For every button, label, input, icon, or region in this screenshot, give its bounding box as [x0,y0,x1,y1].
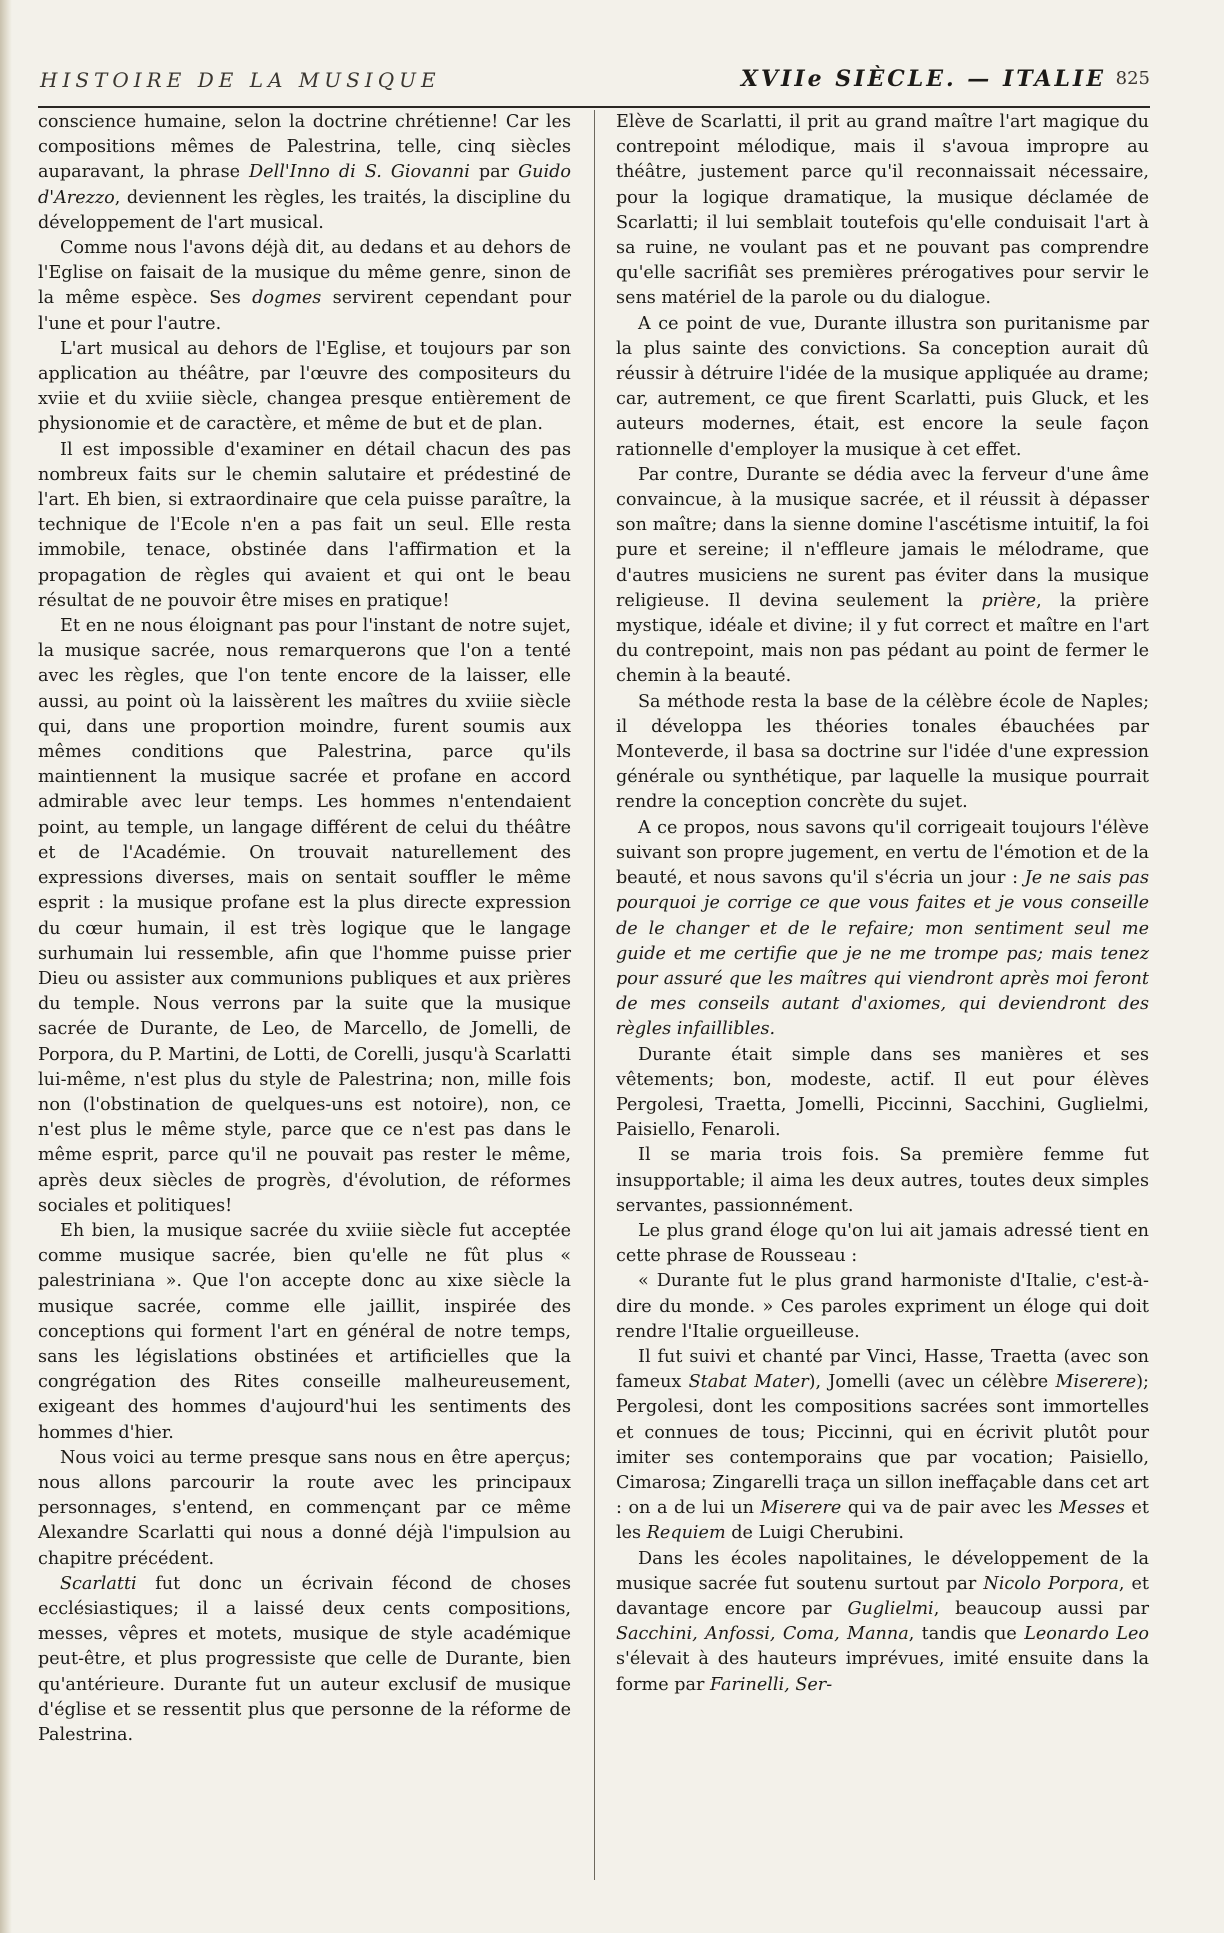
text-run: Nous voici au terme presque sans nous en être aperçus; nous allons parcourir la route avec les principaux personnages, s'entend, en commençant par ce même Alexandre Scarlatti qui nous a donné déjà l'impulsion au chapitre précédent. [38,1447,571,1569]
text-run: Elève de Scarlatti, il prit au grand maître l'art magique du contrepoint mélodique, mais il s'avoua impropre au théâtre, justement parce qu'il reconnaissait nécessaire, pour la logique dramatique, la musique déclamée de Scarlatti; il lui semblait toutefois qu'elle conduisait l'art à sa ruine, ne voulant pas et ne pouvant pas comprendre qu'elle sacrifiât ses premières prérogatives pour servir le sens matériel de la parole ou du dialogue. [616,112,1149,309]
text-run: A ce propos, nous savons qu'il corrigeait toujours l'élève suivant son propre jugement, en vertu de l'émotion et de la beauté, et nous savons qu'il s'écria un jour : [616,817,1149,889]
paragraph [38,110,571,236]
paragraph [616,816,1149,1043]
paragraph [38,1446,571,1572]
paragraph [38,614,571,1219]
italic-text: Nicolo Porpora [983,1573,1119,1594]
paragraph [616,690,1149,816]
book-page [38,62,1150,1892]
text-run: « Durante fut le plus grand harmoniste d'Italie, c'est-à-dire du monde. » Ces paroles expriment un éloge qui doit rendre l'Italie orgueilleuse. [616,1271,1149,1342]
italic-text: Farinelli, Ser- [709,1674,833,1695]
paragraph [616,110,1149,312]
left-column [38,110,571,1748]
paragraph [38,337,571,438]
italic-text: Miserere [760,1498,842,1519]
text-run: et les [616,1498,1149,1544]
column-divider [594,110,595,1880]
text-run: Et en ne nous éloignant pas pour l'instant de notre sujet, la musique sacrée, nous remarquerons que l'on a tenté avec les règles, que l'on tente encore de la laisser, elle aussi, au point où la laissèrent les maîtres du xviiie siècle qui, dans une proportion moindre, furent soumis aux mêmes conditions que Palestrina, parce qu'ils maintiennent la musique sacrée et profane en accord admirable avec leur temps. Les hommes n'entendaient point, au temple, un langage différent de celui du théâtre et de l'Académie. On trouvait naturellement des expressions diverses, mais on sentait souffler le même esprit : la musique profane est la plus directe expression du cœur humain, il est très logique que le langage surhumain lui ressemble, afin que l'homme puisse prier Dieu ou assister aux communions publiques et aux prières du temple. Nous verrons par la suite que la musique sacrée de Durante, de Leo, de Marcello, de Jomelli, de Porpora, du P. Martini, de Lotti, de Corelli, jusqu'à Scarlatti lui-même, n'est plus du style de Palestrina; non, mille fois non (l'obstination de quelques-uns est notoire), non, ce n'est plus le même style, parce que ce n'est pas dans le même esprit, parce qu'il ne pouvait pas rester le même, après deux siècles de progrès, d'évolution, de réformes sociales et politiques! [38,616,571,1216]
text-run: Il fut suivi et chanté par Vinci, Hasse, Traetta (avec son fameux [616,1346,1149,1393]
text-run: par [469,162,519,183]
header-book-title: HISTOIRE DE LA MUSIQUE [40,68,441,92]
italic-text: Messes [1059,1498,1125,1519]
italic-text: Stabat Mater [688,1372,809,1393]
paragraph [38,1572,571,1748]
text-run: ); Pergolesi, dont les compositions sacrées sont immortelles et connues de tous; Piccinni, qui en écrivit plutôt pour imiter ses contemporains que par vocation; Paisiello, Cimarosa; Zingarelli traça un sillon ineffaçable dans cet art : on a de lui un [616,1372,1149,1519]
text-run: conscience humaine, selon la doctrine chrétienne! Car les compositions mêmes de Palestrina, telle, cinq siècles auparavant, la phrase [38,112,571,183]
italic-text: Guido d'Arezzo [38,162,571,208]
italic-text: Sacchini, Anfossi, Coma, Manna [616,1624,909,1645]
italic-text: Requiem [646,1523,726,1544]
paragraph [38,236,571,337]
italic-text: prière [981,590,1037,611]
text-run: , beaucoup aussi par [933,1598,1150,1619]
text-run: Le plus grand éloge qu'on lui ait jamais adressé tient en cette phrase de Rousseau : [616,1220,1149,1267]
text-run: , et davantage encore par [616,1573,1149,1619]
paragraph [38,438,571,614]
italic-text: Dell'Inno di S. Giovanni [249,162,470,183]
italic-text: Scarlatti [60,1573,137,1594]
text-run: Comme nous l'avons déjà dit, au dedans et au dehors de l'Eglise on faisait de la musique du même genre, sinon de la même espèce. Ses [38,238,571,309]
text-run: ), Jomelli (avec un célèbre [808,1372,1056,1393]
italic-text: dogmes [252,288,322,309]
text-run: Dans les écoles napolitaines, le développement de la musique sacrée fut soutenu surtout par [616,1548,1149,1594]
text-run: Il est impossible d'examiner en détail chacun des pas nombreux faits sur le chemin salutaire et prédestiné de l'art. Eh bien, si extraordinaire que cela puisse paraître, la technique de l'Ecole n'en a pas fait un seul. Elle resta immobile, tenace, obstinée dans l'affirmation et la propagation de règles qui avaient et qui ont le beau résultat de ne pouvoir être mises en pratique! [38,439,571,611]
text-run: de Luigi Cherubini. [725,1523,905,1544]
text-run: , tandis que [908,1624,1025,1645]
italic-text: Je ne sais pas pourquoi je corrige ce que vous faites et je vous conseille de le changer et de le refaire; mon sentiment seul me guide et me certifie que je ne me trompe pas; mais tenez pour assuré que les maîtres qui viendront après moi feront de mes conseils autant d'axiomes, qui deviendront des règles infaillibles. [616,868,1149,1040]
text-run: Durante était simple dans ses manières et ses vêtements; bon, modeste, actif. Il eut pour élèves Pergolesi, Traetta, Jomelli, Piccinni, Sacchini, Guglielmi, Paisiello, Fenaroli. [616,1044,1149,1141]
text-run: Par contre, Durante se dédia avec la ferveur d'une âme convaincue, à la musique sacrée, et il réussit à dépasser son maître; dans la sienne domine l'ascétisme intuitif, la foi pure et sereine; il n'effleure jamais le mélodrame, que d'autres musiciens ne surent pas éviter dans la musique religieuse. Il devina seulement la [616,464,1149,611]
paragraph [616,1269,1149,1345]
paragraph [616,312,1149,463]
text-run: fut donc un écrivain fécond de choses ecclésiastiques; il a laissé deux cents compositions, messes, vêpres et motets, musique de style académique peut-être, et plus progressiste que celle de Durante, bien qu'antérieure. Durante fut un auteur exclusif de musique d'église et se ressentit plus que personne de la réforme de Palestrina. [38,1573,571,1745]
header-chapter-title: XVIIe SIÈCLE. — ITALIE [740,66,1106,92]
paragraph [38,1219,571,1446]
italic-text: Miserere [1055,1372,1137,1393]
text-run: , deviennent les règles, les traités, la discipline du développement de l'art musical. [38,187,571,233]
text-run: s'élevait à des hauteurs imprévues, imité ensuite dans la forme par [616,1649,1149,1695]
text-run: qui va de pair avec les [841,1498,1060,1519]
italic-text: Leonardo Leo [1024,1624,1149,1645]
text-run: Eh bien, la musique sacrée du xviiie siècle fut acceptée comme musique sacrée, bien qu'elle ne fût plus « palestriniana ». Que l'on accepte donc au xixe siècle la musique sacrée, comme elle jaillit, inspirée des conceptions qui forment l'art en général de notre temps, sans les législations obstinées et artificielles que la congrégation des Rites conseille malheureusement, exigeant des hommes d'aujourd'hui les sentiments des hommes d'hier. [38,1220,571,1443]
paragraph [616,1219,1149,1269]
paragraph [616,1547,1149,1698]
paragraph [616,1043,1149,1144]
text-run: L'art musical au dehors de l'Eglise, et toujours par son application au théâtre, par l'œuvre des compositeurs du xviie et du xviiie siècle, changea presque entièrement de physionomie et de caractère, et même de but et de plan. [38,338,571,435]
text-run: A ce point de vue, Durante illustra son puritanisme par la plus sainte des convictions. Sa conception aurait dû réussir à détruire l'idée de la musique appliquée au drame; car, autrement, ce que firent Scarlatti, puis Gluck, et les auteurs modernes, était, est encore la seule façon rationnelle d'employer la musique à cet effet. [616,313,1149,460]
right-column [616,110,1149,1698]
running-header [38,62,1150,108]
text-run: , la prière mystique, idéale et divine; il y fut correct et maître en l'art du contrepoint, mais non pas pédant au point de fermer le chemin à la beauté. [616,590,1149,687]
text-run: Il se maria trois fois. Sa première femme fut insupportable; il aima les deux autres, toutes deux simples servantes, passionnément. [616,1145,1149,1216]
paragraph [616,463,1149,690]
page-number: 825 [1115,68,1150,89]
paragraph [616,1143,1149,1219]
text-run: Sa méthode resta la base de la célèbre école de Naples; il développa les théories tonales ébauchées par Monteverde, il basa sa doctrine sur l'idée d'une expression générale ou synthétique, par laquelle la musique pourrait rendre la conception concrète du sujet. [616,691,1149,813]
paragraph [616,1345,1149,1547]
italic-text: Guglielmi [847,1598,934,1619]
page-gutter [0,0,12,1933]
text-run: servirent cependant pour l'une et pour l'autre. [38,288,571,334]
